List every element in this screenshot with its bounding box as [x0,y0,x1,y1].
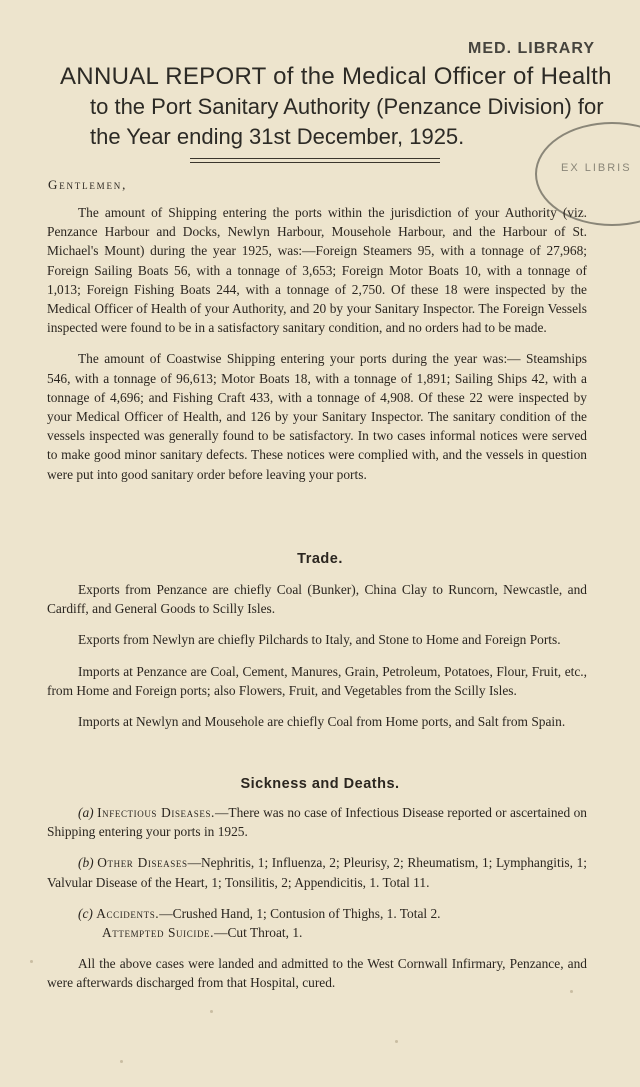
trade-paragraph: Exports from Newlyn are chiefly Pilchards to Italy, and Stone to Home and Foreign Ports. [78,632,561,648]
title-divider [190,158,440,163]
accidents-paragraph: (c) Accidents.—Crushed Hand, 1; Contusion of Thighs, 1. Total 2. [78,905,441,921]
title-line-2: to the Port Sanitary Authority (Penzance Division) for [90,94,604,119]
closing-paragraph: All the above cases were landed and admitted to the West Cornwall Infirmary, Penzance, and were afterwards discharged from that Hospital, cured. [47,956,587,991]
other-diseases-paragraph: (b) Other Diseases—Nephritis, 1; Influenza, 2; Pleurisy, 2; Rheumatism, 1; Lymphangitis, 1; Valvular Disease of the Heart, 1; Tonsilitis, 2; Appendicitis, 1. Total 11. [47,855,587,890]
sickness-heading: Sickness and Deaths. [240,776,400,792]
shipping-section [47,203,587,496]
infectious-diseases-paragraph: (a) Infectious Diseases.—There was no case of Infectious Disease reported or ascertained on Shipping entering your ports in 1925. [47,805,588,840]
paper-speck [395,1040,398,1043]
title-line-3: the Year ending 31st December, 1925. [90,124,465,149]
attempted-suicide-line: Attempted Suicide.—Cut Throat, 1. [102,925,303,941]
trade-paragraph: Imports at Penzance are Coal, Cement, Manures, Grain, Petroleum, Potatoes, Flour, Fruit, etc., from Home and Foreign ports; also Flowers, Fruit, and Vegetables from the Scilly Isles. [47,663,587,698]
trade-paragraph: Exports from Penzance are chiefly Coal (Bunker), China Clay to Runcorn, Newcastle, and Cardiff, and General Goods to Scilly Isles. [47,582,587,617]
library-stamp: MED. LIBRARY [468,40,595,57]
seal-text: EX LIBRIS [561,162,632,174]
sickness-section [47,803,587,1005]
paper-speck [210,1010,213,1013]
salutation: Gentlemen, [48,177,128,192]
paper-speck [30,960,33,963]
coastwise-shipping-paragraph: The amount of Coastwise Shipping entering your ports during the year was:— Steamships 546, with a tonnage of 96,613; Motor Boats 18, with a tonnage of 1,891; Sailing Ships 42, with a tonnage of 4,696; and Fishing Craft 433, with a tonnage of 4,908. Of these 22 were inspected by your Medical Officer of Health, and 126 by your Sanitary Inspector. The sanitary condition of the vessels inspected was generally found to be satisfactory. In two cases informal notices were served to make good minor sanitary defects. These notices were complied with, and the vessels in question were put into good sanitary order before leaving your ports. [47,351,587,482]
report-title [60,62,620,152]
title-line-1: ANNUAL REPORT of the Medical Officer of Health [60,63,612,90]
trade-section [47,580,587,743]
trade-heading: Trade. [297,551,343,567]
trade-paragraph: Imports at Newlyn and Mousehole are chiefly Coal from Home ports, and Salt from Spain. [78,714,566,730]
paper-speck [120,1060,123,1063]
foreign-shipping-paragraph: The amount of Shipping entering the ports within the jurisdiction of your Authority (viz. Penzance Harbour and Docks, Newlyn Harbour, Mousehole Harbour, and the Harbour of St. Michael's Mount) during the year 1925, was:—Foreign Steamers 95, with a tonnage of 27,968; Foreign Sailing Boats 56, with a tonnage of 3,653; Foreign Motor Boats 10, with a tonnage of 1,013; Foreign Fishing Boats 244, with a tonnage of 2,750. Of these 18 were inspected by the Medical Officer of Health of your Authority, and 20 by your Sanitary Inspector. The Foreign Vessels inspected were found to be in a satisfactory sanitary condition, and no orders had to be made. [47,205,587,336]
paper-speck [570,990,573,993]
